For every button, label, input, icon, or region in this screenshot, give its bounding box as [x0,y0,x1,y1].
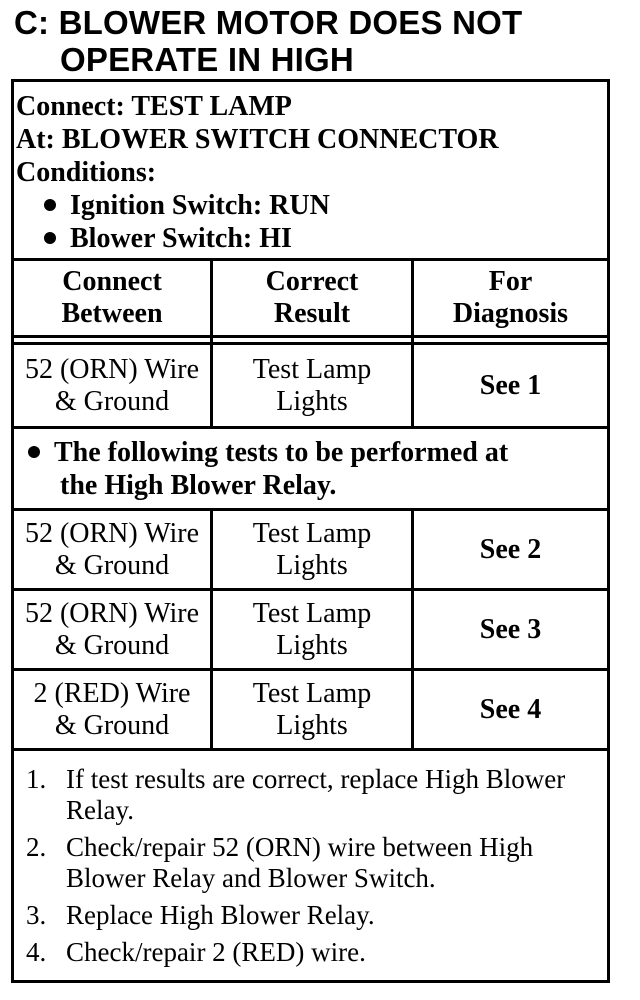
test-setup [16,90,499,255]
bullet-icon [44,232,56,244]
title-line-2: OPERATE IN HIGH [60,41,354,78]
condition-item: Blower Switch: HI [16,222,499,255]
conditions-label: Conditions: [16,157,157,188]
list-item: 3. Replace High Blower Relay. [26,900,375,930]
title-line-1: C: BLOWER MOTOR DOES NOT [14,4,523,41]
list-item: 4. Check/repair 2 (RED) wire. [26,937,366,967]
table-row-1-diagnosis: See 1 [479,369,542,401]
table-row-2-diagnosis: See 2 [479,533,542,565]
diagnosis-notes [26,764,604,974]
table-row-1-between: 52 (ORN) Wire & Ground [24,353,200,417]
table-row-4-result: Test Lamp Lights [252,677,372,741]
table-row-4-diagnosis: See 4 [479,693,542,725]
list-item: 2. Check/repair 52 (ORN) wire between High Blower Relay and Blower Switch. [26,832,534,893]
header-for-diagnosis: For Diagnosis [452,266,569,329]
page-title [14,4,522,78]
divider [11,426,610,429]
table-row-3-diagnosis: See 3 [479,613,542,645]
relay-test-note: The following tests to be performed at the High Blower Relay. [28,436,598,502]
at-instruction: At: BLOWER SWITCH CONNECTOR [16,124,499,155]
header-correct-result: Correct Result [265,266,359,329]
table-row-2-result: Test Lamp Lights [252,517,372,581]
bullet-icon [44,199,56,211]
list-item: 1. If test results are correct, replace High Blower Relay. [26,764,566,825]
divider [11,335,610,338]
bullet-icon [28,446,40,458]
table-row-4-between: 2 (RED) Wire & Ground [33,677,191,741]
table-row-1-result: Test Lamp Lights [252,353,372,417]
condition-item: Ignition Switch: RUN [16,189,499,222]
divider [11,748,610,751]
header-connect-between: Connect Between [61,266,163,329]
table-row-2-between: 52 (ORN) Wire & Ground [24,517,200,581]
connect-instruction: Connect: TEST LAMP [16,91,292,122]
table-row-3-result: Test Lamp Lights [252,597,372,661]
table-row-3-between: 52 (ORN) Wire & Ground [24,597,200,661]
